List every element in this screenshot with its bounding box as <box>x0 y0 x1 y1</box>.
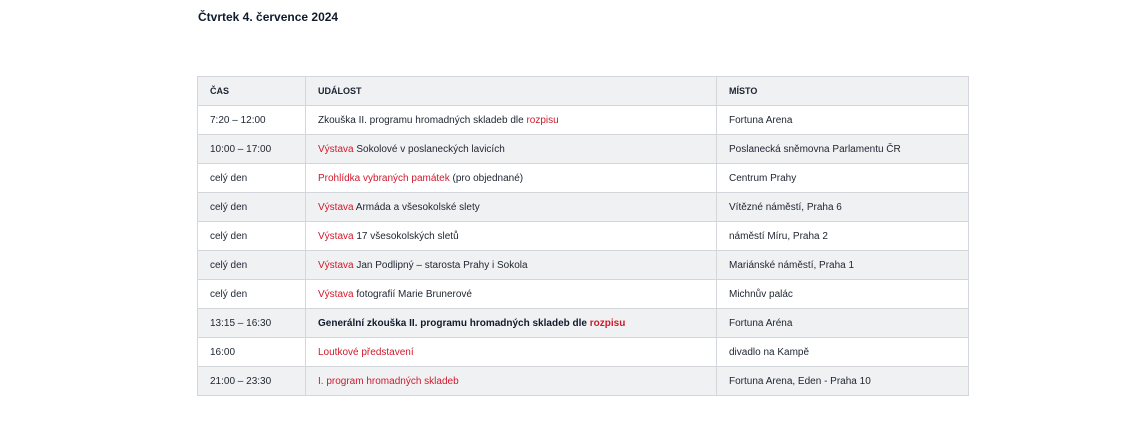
page-title: Čtvrtek 4. července 2024 <box>198 10 339 24</box>
cell-place: náměstí Míru, Praha 2 <box>717 222 969 251</box>
cell-event <box>306 338 717 367</box>
event-link[interactable]: Prohlídka vybraných památek <box>318 172 450 184</box>
event-link[interactable]: Výstava <box>318 201 354 213</box>
column-header-time: ČAS <box>198 77 306 106</box>
table-row <box>198 280 969 309</box>
cell-event <box>306 193 717 222</box>
schedule-table <box>197 76 969 396</box>
event-link[interactable]: Loutkové představení <box>318 346 414 358</box>
cell-place: Fortuna Aréna <box>717 309 969 338</box>
table-row <box>198 251 969 280</box>
event-text-suffix: Armáda a všesokolské slety <box>353 201 480 213</box>
table-row <box>198 309 969 338</box>
cell-time: 13:15 – 16:30 <box>198 309 306 338</box>
cell-place: Centrum Prahy <box>717 164 969 193</box>
event-text-suffix: Sokolové v poslaneckých lavicích <box>353 143 505 155</box>
cell-event <box>306 251 717 280</box>
event-link[interactable]: rozpisu <box>589 317 626 329</box>
column-header-event: UDÁLOST <box>306 77 717 106</box>
table-row <box>198 164 969 193</box>
cell-time: celý den <box>198 280 306 309</box>
event-text: Zkouška II. programu hromadných skladeb dle <box>318 114 527 126</box>
event-text-suffix: (pro objednané) <box>449 172 524 184</box>
event-link[interactable]: I. program hromadných skladeb <box>318 375 459 387</box>
table-row <box>198 222 969 251</box>
cell-time: celý den <box>198 164 306 193</box>
table-row <box>198 106 969 135</box>
cell-time: 7:20 – 12:00 <box>198 106 306 135</box>
table-row <box>198 135 969 164</box>
table-row <box>198 193 969 222</box>
cell-time: 10:00 – 17:00 <box>198 135 306 164</box>
column-header-place: MÍSTO <box>717 77 969 106</box>
event-text: Generální zkouška II. programu hromadných skladeb dle <box>318 317 590 329</box>
cell-event <box>306 135 717 164</box>
cell-place: Michnův palác <box>717 280 969 309</box>
event-text-suffix: 17 všesokolských sletů <box>353 230 459 242</box>
cell-event <box>306 222 717 251</box>
event-link[interactable]: Výstava <box>318 259 354 271</box>
cell-place: Fortuna Arena, Eden - Praha 10 <box>717 367 969 396</box>
table-row <box>198 338 969 367</box>
cell-time: celý den <box>198 251 306 280</box>
cell-event <box>306 106 717 135</box>
event-link[interactable]: Výstava <box>318 288 354 300</box>
table-header-row <box>198 77 969 106</box>
cell-place: divadlo na Kampě <box>717 338 969 367</box>
cell-time: celý den <box>198 193 306 222</box>
event-text-suffix: Jan Podlipný – starosta Prahy i Sokola <box>353 259 528 271</box>
cell-event <box>306 280 717 309</box>
cell-time: 21:00 – 23:30 <box>198 367 306 396</box>
table-row <box>198 367 969 396</box>
event-link[interactable]: rozpisu <box>526 114 559 126</box>
cell-event <box>306 164 717 193</box>
cell-event <box>306 309 717 338</box>
cell-place: Fortuna Arena <box>717 106 969 135</box>
event-link[interactable]: Výstava <box>318 143 354 155</box>
event-text-suffix: fotografií Marie Brunerové <box>353 288 472 300</box>
cell-time: celý den <box>198 222 306 251</box>
cell-place: Mariánské náměstí, Praha 1 <box>717 251 969 280</box>
cell-event <box>306 367 717 396</box>
cell-place: Vítězné náměstí, Praha 6 <box>717 193 969 222</box>
cell-time: 16:00 <box>198 338 306 367</box>
event-link[interactable]: Výstava <box>318 230 354 242</box>
cell-place: Poslanecká sněmovna Parlamentu ČR <box>717 135 969 164</box>
